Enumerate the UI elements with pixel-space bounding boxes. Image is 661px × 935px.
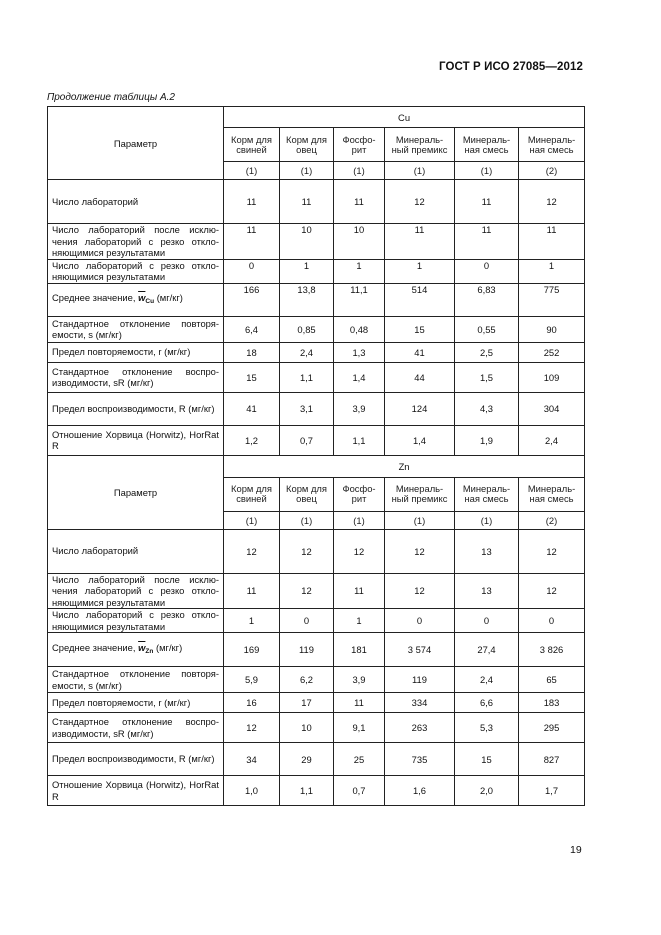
table-row bbox=[48, 713, 585, 743]
value-cell: 0,7 bbox=[334, 776, 385, 806]
value-cell: 11 bbox=[334, 573, 385, 609]
table-row bbox=[48, 259, 585, 283]
mean-unit: (мг/кг) bbox=[155, 641, 183, 653]
value-cell: 15 bbox=[455, 743, 519, 776]
column-header: Фосфо-рит bbox=[334, 477, 385, 511]
column-index: (1) bbox=[224, 511, 280, 529]
column-header: Фосфо-рит bbox=[334, 128, 385, 162]
value-cell: 11 bbox=[455, 224, 519, 260]
value-cell: 1 bbox=[280, 259, 334, 283]
page-number: 19 bbox=[570, 844, 582, 856]
table-row bbox=[48, 633, 585, 667]
table-row bbox=[48, 693, 585, 713]
value-cell: 5,3 bbox=[455, 713, 519, 743]
value-cell: 169 bbox=[224, 633, 280, 667]
value-cell: 166 bbox=[224, 283, 280, 316]
mean-subscript: Cu bbox=[145, 297, 155, 305]
value-cell: 181 bbox=[334, 633, 385, 667]
value-cell: 3,9 bbox=[334, 392, 385, 425]
value-cell: 3 574 bbox=[385, 633, 455, 667]
column-header: Минераль-ный премикс bbox=[385, 128, 455, 162]
value-cell: 0 bbox=[455, 259, 519, 283]
table-row bbox=[48, 573, 585, 609]
param-column-header: Параметр bbox=[48, 455, 224, 529]
value-cell: 6,83 bbox=[455, 283, 519, 316]
value-cell: 1,7 bbox=[519, 776, 585, 806]
value-cell: 12 bbox=[519, 180, 585, 224]
value-cell: 295 bbox=[519, 713, 585, 743]
value-cell: 29 bbox=[280, 743, 334, 776]
value-cell: 1,0 bbox=[224, 776, 280, 806]
table-row bbox=[48, 316, 585, 342]
value-cell: 12 bbox=[224, 529, 280, 573]
value-cell: 11,1 bbox=[334, 283, 385, 316]
value-cell: 15 bbox=[385, 316, 455, 342]
value-cell: 11 bbox=[334, 180, 385, 224]
value-cell: 775 bbox=[519, 283, 585, 316]
value-cell: 0,7 bbox=[280, 425, 334, 455]
value-cell: 90 bbox=[519, 316, 585, 342]
value-cell: 11 bbox=[385, 224, 455, 260]
value-cell: 119 bbox=[385, 667, 455, 693]
value-cell: 12 bbox=[280, 573, 334, 609]
value-cell: 65 bbox=[519, 667, 585, 693]
value-cell: 1 bbox=[224, 609, 280, 633]
row-label: Число лабораторий bbox=[48, 180, 224, 224]
value-cell: 41 bbox=[224, 392, 280, 425]
column-index: (1) bbox=[224, 162, 280, 180]
column-header: Корм для свиней bbox=[224, 477, 280, 511]
value-cell: 1,1 bbox=[280, 362, 334, 392]
element-header: Zn bbox=[224, 455, 585, 477]
column-index: (2) bbox=[519, 162, 585, 180]
row-label: Число лабораторий после исклю-чения лабораторий с резко откло-няющимися результатами bbox=[48, 224, 224, 260]
value-cell: 11 bbox=[455, 180, 519, 224]
value-cell: 6,2 bbox=[280, 667, 334, 693]
value-cell: 304 bbox=[519, 392, 585, 425]
row-label: Предел повторяемости, r (мг/кг) bbox=[48, 693, 224, 713]
value-cell: 252 bbox=[519, 342, 585, 362]
value-cell: 0 bbox=[224, 259, 280, 283]
column-index: (2) bbox=[519, 511, 585, 529]
column-index: (1) bbox=[334, 162, 385, 180]
row-label: Стандартное отклонение воспро-изводимости, sR (мг/кг) bbox=[48, 362, 224, 392]
value-cell: 17 bbox=[280, 693, 334, 713]
value-cell: 12 bbox=[519, 573, 585, 609]
row-label: Предел воспроизводимости, R (мг/кг) bbox=[48, 392, 224, 425]
mean-symbol: $\overline{w}$ bbox=[138, 291, 146, 303]
column-index: (1) bbox=[455, 162, 519, 180]
table-row bbox=[48, 362, 585, 392]
column-header: Минераль-ная смесь bbox=[519, 477, 585, 511]
value-cell: 18 bbox=[224, 342, 280, 362]
value-cell: 3,1 bbox=[280, 392, 334, 425]
value-cell: 0 bbox=[455, 609, 519, 633]
column-header: Минераль-ный премикс bbox=[385, 477, 455, 511]
value-cell: 514 bbox=[385, 283, 455, 316]
value-cell: 12 bbox=[334, 529, 385, 573]
column-index: (1) bbox=[280, 511, 334, 529]
value-cell: 1,1 bbox=[334, 425, 385, 455]
value-cell: 0,48 bbox=[334, 316, 385, 342]
row-label: Число лабораторий bbox=[48, 529, 224, 573]
row-label: Число лабораторий с резко откло-няющимися результатами bbox=[48, 259, 224, 283]
value-cell: 16 bbox=[224, 693, 280, 713]
value-cell: 34 bbox=[224, 743, 280, 776]
table-row bbox=[48, 283, 585, 316]
value-cell: 11 bbox=[224, 573, 280, 609]
row-label: Отношение Хорвица (Horwitz), HorRat R bbox=[48, 776, 224, 806]
value-cell: 13 bbox=[455, 529, 519, 573]
value-cell: 1 bbox=[385, 259, 455, 283]
value-cell: 1,3 bbox=[334, 342, 385, 362]
value-cell: 827 bbox=[519, 743, 585, 776]
mean-unit: (мг/кг) bbox=[156, 291, 183, 303]
column-index: (1) bbox=[385, 511, 455, 529]
value-cell: 12 bbox=[385, 529, 455, 573]
row-label: Предел воспроизводимости, R (мг/кг) bbox=[48, 743, 224, 776]
column-index: (1) bbox=[385, 162, 455, 180]
value-cell: 10 bbox=[280, 713, 334, 743]
value-cell: 9,1 bbox=[334, 713, 385, 743]
value-cell: 25 bbox=[334, 743, 385, 776]
row-label: Число лабораторий после исклю-чения лабораторий с резко откло-няющимися результатами bbox=[48, 573, 224, 609]
row-label: Число лабораторий с резко откло-няющимися результатами bbox=[48, 609, 224, 633]
value-cell: 1,4 bbox=[385, 425, 455, 455]
header-row bbox=[48, 107, 585, 128]
value-cell: 0 bbox=[280, 609, 334, 633]
value-cell: 44 bbox=[385, 362, 455, 392]
column-header: Минераль-ная смесь bbox=[455, 128, 519, 162]
table-row bbox=[48, 180, 585, 224]
value-cell: 12 bbox=[224, 713, 280, 743]
results-table bbox=[47, 106, 585, 806]
value-cell: 263 bbox=[385, 713, 455, 743]
column-header: Корм для овец bbox=[280, 128, 334, 162]
mean-symbol: $\overline{w}$ bbox=[138, 641, 146, 653]
value-cell: 1 bbox=[519, 259, 585, 283]
value-cell: 1,4 bbox=[334, 362, 385, 392]
value-cell: 1 bbox=[334, 609, 385, 633]
table-row bbox=[48, 609, 585, 633]
value-cell: 10 bbox=[334, 224, 385, 260]
value-cell: 0,85 bbox=[280, 316, 334, 342]
value-cell: 12 bbox=[385, 573, 455, 609]
value-cell: 3 826 bbox=[519, 633, 585, 667]
value-cell: 27,4 bbox=[455, 633, 519, 667]
element-header: Cu bbox=[224, 107, 585, 128]
row-label: Предел повторяемости, r (мг/кг) bbox=[48, 342, 224, 362]
value-cell: 2,4 bbox=[519, 425, 585, 455]
value-cell: 13,8 bbox=[280, 283, 334, 316]
value-cell: 0,55 bbox=[455, 316, 519, 342]
row-label: Стандартное отклонение повторя-емости, s (мг/кг) bbox=[48, 316, 224, 342]
column-header: Корм для свиней bbox=[224, 128, 280, 162]
table-row bbox=[48, 425, 585, 455]
value-cell: 109 bbox=[519, 362, 585, 392]
value-cell: 1 bbox=[334, 259, 385, 283]
document-id: ГОСТ Р ИСО 27085—2012 bbox=[438, 61, 583, 73]
value-cell: 2,4 bbox=[280, 342, 334, 362]
value-cell: 41 bbox=[385, 342, 455, 362]
value-cell: 119 bbox=[280, 633, 334, 667]
value-cell: 1,1 bbox=[280, 776, 334, 806]
column-index: (1) bbox=[455, 511, 519, 529]
value-cell: 0 bbox=[385, 609, 455, 633]
column-header: Корм для овец bbox=[280, 477, 334, 511]
value-cell: 183 bbox=[519, 693, 585, 713]
value-cell: 1,2 bbox=[224, 425, 280, 455]
value-cell: 3,9 bbox=[334, 667, 385, 693]
value-cell: 12 bbox=[385, 180, 455, 224]
value-cell: 6,4 bbox=[224, 316, 280, 342]
value-cell: 1,5 bbox=[455, 362, 519, 392]
table-row bbox=[48, 529, 585, 573]
value-cell: 11 bbox=[224, 224, 280, 260]
mean-subscript: Zn bbox=[145, 647, 154, 655]
column-index: (1) bbox=[280, 162, 334, 180]
value-cell: 15 bbox=[224, 362, 280, 392]
value-cell: 334 bbox=[385, 693, 455, 713]
value-cell: 11 bbox=[519, 224, 585, 260]
table-row bbox=[48, 667, 585, 693]
mean-prefix: Среднее значение, bbox=[52, 291, 136, 303]
param-column-header: Параметр bbox=[48, 107, 224, 180]
value-cell: 1,6 bbox=[385, 776, 455, 806]
row-label: Стандартное отклонение повторя-емости, s (мг/кг) bbox=[48, 667, 224, 693]
value-cell: 10 bbox=[280, 224, 334, 260]
row-label: Стандартное отклонение воспро-изводимости, sR (мг/кг) bbox=[48, 713, 224, 743]
table-row bbox=[48, 224, 585, 260]
table-row bbox=[48, 743, 585, 776]
value-cell: 13 bbox=[455, 573, 519, 609]
value-cell: 1,9 bbox=[455, 425, 519, 455]
value-cell: 2,4 bbox=[455, 667, 519, 693]
mean-prefix: Среднее значение, bbox=[52, 641, 136, 653]
table-row bbox=[48, 342, 585, 362]
value-cell: 6,6 bbox=[455, 693, 519, 713]
value-cell: 735 bbox=[385, 743, 455, 776]
value-cell: 11 bbox=[280, 180, 334, 224]
row-label bbox=[48, 283, 224, 316]
row-label bbox=[48, 633, 224, 667]
value-cell: 12 bbox=[280, 529, 334, 573]
value-cell: 0 bbox=[519, 609, 585, 633]
value-cell: 11 bbox=[334, 693, 385, 713]
row-label: Отношение Хорвица (Horwitz), HorRat R bbox=[48, 425, 224, 455]
value-cell: 2,0 bbox=[455, 776, 519, 806]
table-caption: Продолжение таблицы А.2 bbox=[47, 92, 175, 103]
value-cell: 4,3 bbox=[455, 392, 519, 425]
table-row bbox=[48, 392, 585, 425]
value-cell: 11 bbox=[224, 180, 280, 224]
value-cell: 2,5 bbox=[455, 342, 519, 362]
value-cell: 124 bbox=[385, 392, 455, 425]
column-header: Минераль-ная смесь bbox=[455, 477, 519, 511]
value-cell: 5,9 bbox=[224, 667, 280, 693]
column-index: (1) bbox=[334, 511, 385, 529]
column-header: Минераль-ная смесь bbox=[519, 128, 585, 162]
header-row bbox=[48, 455, 585, 477]
table-row bbox=[48, 776, 585, 806]
value-cell: 12 bbox=[519, 529, 585, 573]
